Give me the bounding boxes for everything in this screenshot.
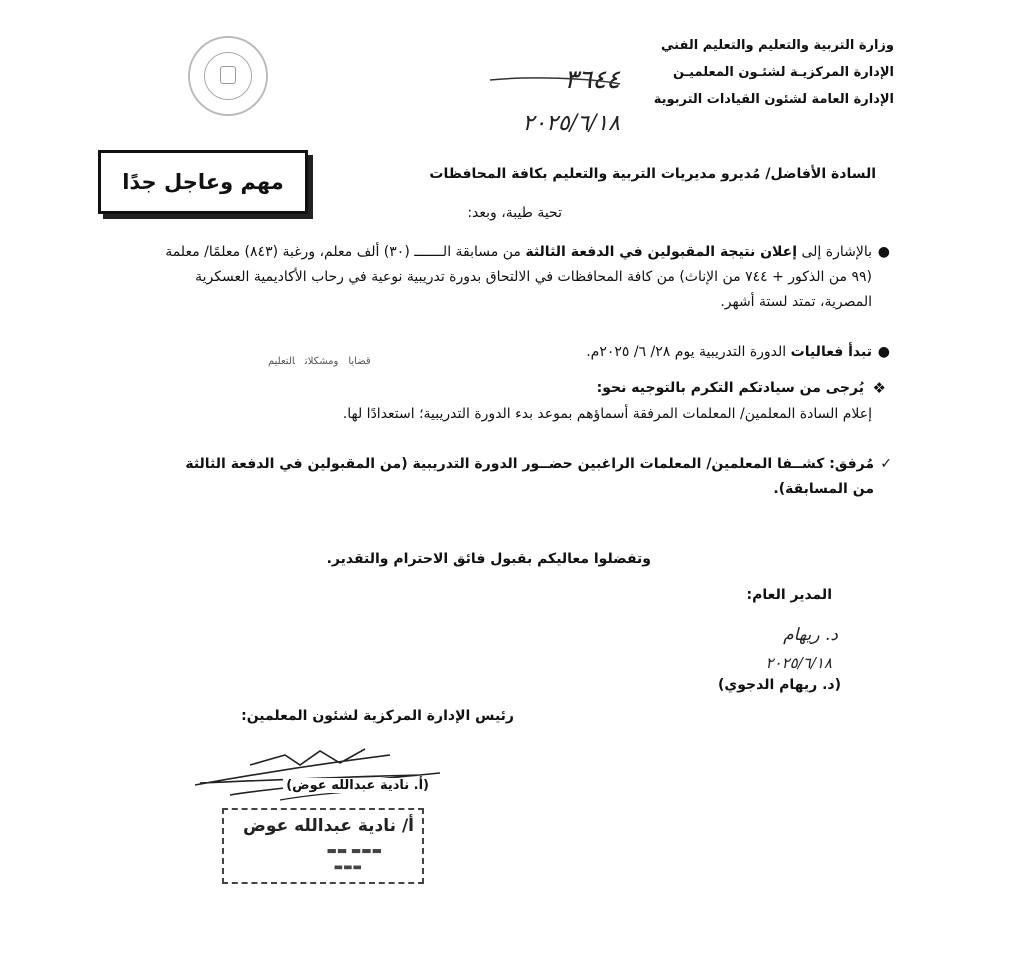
- central-head-title: رئيس الإدارة المركزية لشئون المعلمين:: [241, 708, 514, 724]
- handwritten-ref-number: ٣٦٤٤: [564, 65, 620, 95]
- office-stamp: [222, 808, 424, 884]
- handwritten-reference: [470, 58, 640, 138]
- general-administration: الإدارة العامة لشئون القيادات التربوية: [653, 92, 894, 107]
- attachment-note: ✓ مُرفق: كشــفا المعلمين/ المعلمات الراغبين حضــور الدورة التدريبية (من المقبولين في الدفعة الثالثة من المسابقة).: [174, 452, 874, 502]
- bullet-icon: ●: [877, 344, 890, 360]
- greeting-line: تحية طيبة، وبعد:: [467, 205, 562, 221]
- central-administration: الإدارة المركزيـة لشئـون المعلميـن: [673, 65, 894, 80]
- general-manager-signature: [720, 618, 840, 678]
- body-paragraph-2: ● تبدأ فعاليات الدورة التدريبية يوم ٢٨/ ٦/ ٢٠٢٥م.: [586, 340, 872, 365]
- stamp-line-2: ▬▬ ▬▬▬: [326, 844, 382, 857]
- checkmark-icon: ✓: [880, 456, 892, 472]
- addressee-line: السادة الأفاضل/ مُديرو مديريات التربية والتعليم بكافة المحافظات: [429, 166, 876, 182]
- letterhead: [654, 32, 894, 113]
- watermark: قضاياومشكلاتالتعليم: [268, 356, 371, 367]
- handwritten-date: ٢٠٢٥/٦/١٨: [522, 111, 620, 136]
- body-paragraph-3: ❖ يُرجى من سيادتكم التكرم بالتوجيه نحو:: [597, 376, 864, 401]
- body-paragraph-4: إعلام السادة المعلمين/ المعلمات المرفقة أسماؤهم بموعد بدء الدورة التدريبية؛ استعدادًا لها.: [342, 406, 872, 422]
- closing-line: وتفضلوا معاليكم بقبول فائق الاحترام والتقدير.: [326, 551, 651, 567]
- ministry-seal: [188, 36, 268, 116]
- gm-signature-date: ٢٠٢٥/٦/١٨: [765, 654, 832, 672]
- gm-signature-text: د. ريهام: [783, 625, 838, 645]
- stamp-name: أ/ نادية عبدالله عوض: [243, 816, 414, 836]
- seal-emblem-icon: [220, 66, 236, 84]
- body-paragraph-1: ● بالإشارة إلى إعلان نتيجة المقبولين في الدفعة الثالثة من مسابقة الـــــــ (٣٠) ألف معلم، ورغبة (٨٤٣) معلمًا/ معلمة (٩٩ من الذكور + ٧٤٤ من الإناث) من كافة المحافظات في الالتحاق بدورة تدريبية نوعية في رحاب الأكاديمية العسكرية المصرية، تمتد لستة أشهر.: [160, 240, 872, 315]
- central-head-name: (أ. نادية عبدالله عوض): [283, 778, 432, 793]
- general-manager-title: المدير العام:: [746, 587, 832, 603]
- bullet-icon: ●: [877, 244, 890, 260]
- general-manager-name: (د. ريهام الدجوي): [718, 677, 841, 693]
- stamp-line-3: ▬▬▬: [333, 862, 362, 873]
- urgent-stamp-box: مهم وعاجل جدًا: [98, 150, 308, 214]
- diamond-bullet-icon: ❖: [872, 379, 886, 397]
- ministry-name: وزارة التربية والتعليم والتعليم الفني: [661, 38, 894, 53]
